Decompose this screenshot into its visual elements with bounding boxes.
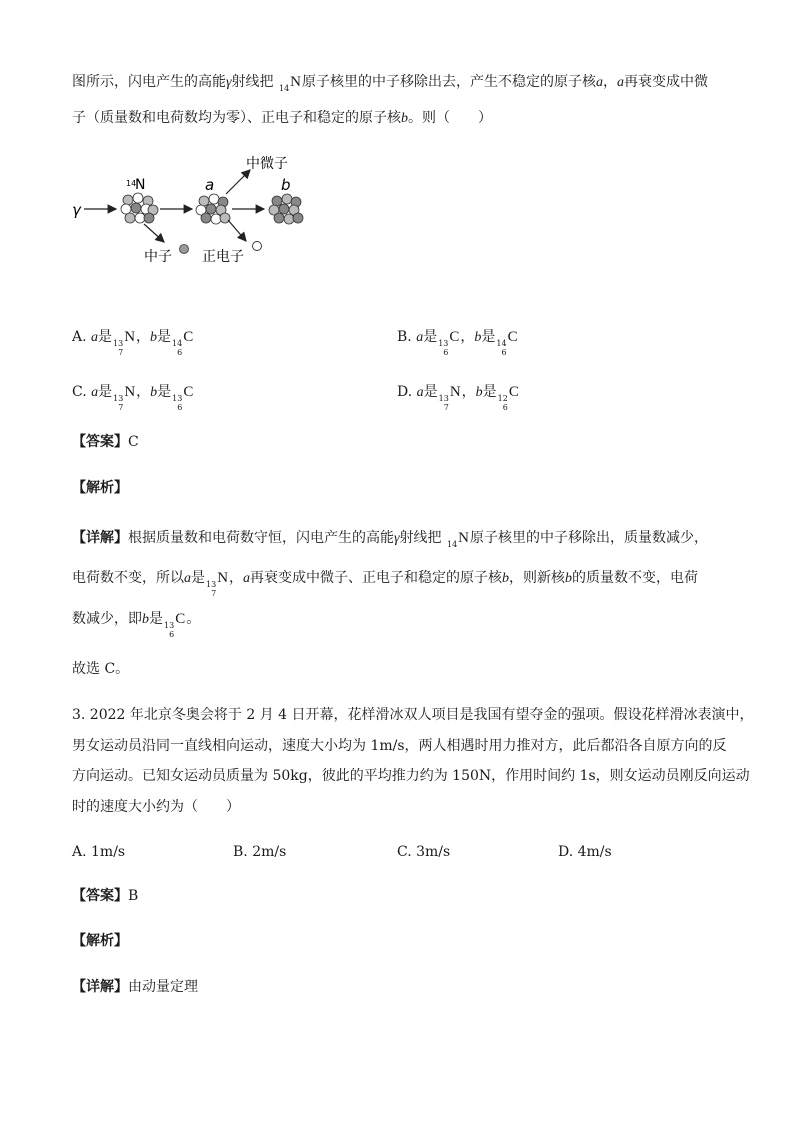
n14-nucleus xyxy=(121,193,158,223)
element-symbol: N xyxy=(217,570,229,586)
var-b: b xyxy=(474,330,482,345)
option-text: A. 1m/s xyxy=(72,844,126,860)
detail-text: 射线把 xyxy=(399,530,442,546)
punct: ， xyxy=(136,329,151,345)
q2-detail-line-1 xyxy=(72,528,708,558)
nuclide xyxy=(113,327,135,357)
option-letter: B. xyxy=(397,329,417,345)
nuclide xyxy=(496,327,517,357)
diagram-n-mass: 14 xyxy=(126,179,137,188)
q3-option-a[interactable] xyxy=(72,842,125,862)
q3-stem-line-4 xyxy=(72,797,240,817)
element-symbol: C xyxy=(175,611,186,627)
element-symbol: N xyxy=(124,329,136,345)
choose-text: 故选 C。 xyxy=(72,661,130,677)
punct: ， xyxy=(461,384,476,400)
q2-option-a[interactable] xyxy=(72,327,194,357)
q3-answer xyxy=(72,886,138,906)
text: 是 xyxy=(482,384,497,400)
option-text: B. 2m/s xyxy=(233,844,287,860)
answer-value: B xyxy=(128,888,139,904)
text: 是 xyxy=(423,384,438,400)
neutron-dot xyxy=(180,245,189,254)
text: 是 xyxy=(157,384,172,400)
diagram-neutrino-label: 中微子 xyxy=(246,156,288,172)
q2-stem-line-2 xyxy=(72,108,492,129)
gamma-symbol: γ xyxy=(226,75,232,90)
element-symbol: N xyxy=(449,384,461,400)
detail-text: 根据质量数和电荷数守恒，闪电产生的高能 xyxy=(128,530,394,546)
nuclide xyxy=(438,327,459,357)
option-letter: D. xyxy=(397,384,417,400)
nuclide xyxy=(164,609,185,639)
q2-option-b[interactable] xyxy=(397,327,519,357)
atomic-number: 7 xyxy=(118,348,124,357)
mass-number: 14 xyxy=(172,339,183,348)
q3-option-c[interactable] xyxy=(397,842,450,862)
detail-text: 。 xyxy=(186,611,201,627)
option-letter: A. xyxy=(72,329,92,345)
q2-analysis xyxy=(72,478,128,498)
var-b: b xyxy=(401,111,408,126)
text: 是 xyxy=(157,329,172,345)
atomic-number: 6 xyxy=(502,403,508,412)
var-a: a xyxy=(243,571,251,586)
element-symbol: C xyxy=(507,329,518,345)
element-symbol: C xyxy=(183,384,194,400)
q3-analysis xyxy=(72,931,128,951)
atomic-number: 6 xyxy=(177,348,183,357)
var-b: b xyxy=(565,571,573,586)
q3-stem-text: 3. 2022 年北京冬奥会将于 2 月 4 日开幕，花样滑冰双人项目是我国有望夺金的强项。假设花样滑冰表演中， xyxy=(72,707,754,723)
mass-number: 13 xyxy=(206,580,217,589)
punct: ， xyxy=(460,329,475,345)
nuclide-n14 xyxy=(279,72,301,102)
detail-text: 电荷数不变，所以 xyxy=(72,570,184,586)
q3-option-d[interactable] xyxy=(558,842,612,862)
atomic-number: 7 xyxy=(211,589,217,598)
atomic-number: 6 xyxy=(177,403,183,412)
q3-stem-line-1 xyxy=(72,705,754,725)
mass-number: 14 xyxy=(446,540,458,549)
mass-number: 12 xyxy=(497,394,508,403)
q2-detail-line-2 xyxy=(72,568,698,598)
q2-option-c[interactable] xyxy=(72,382,194,412)
nuclide xyxy=(439,382,461,412)
arrow-to-neutrino xyxy=(226,170,250,194)
text: 是 xyxy=(481,329,496,345)
q3-stem-text: 时的速度大小约为（ ） xyxy=(72,799,240,815)
text: 是 xyxy=(98,329,113,345)
nuclide xyxy=(113,382,135,412)
positron-dot xyxy=(253,242,262,251)
q3-option-b[interactable] xyxy=(233,842,286,862)
element-symbol: N xyxy=(290,74,302,90)
element-symbol: C xyxy=(183,329,194,345)
option-letter: C. xyxy=(72,384,92,400)
detail-text: 数减少，即 xyxy=(72,611,142,627)
q3-stem-text: 方向运动。已知女运动员质量为 50kg，彼此的平均推力约为 150N，作用时间约 1s，则女运动员刚反向运动 xyxy=(72,768,750,784)
mass-number: 13 xyxy=(438,339,449,348)
atomic-number: 6 xyxy=(169,630,175,639)
option-text: D. 4m/s xyxy=(558,844,612,860)
detail-text: 原子核里的中子移除出，质量数减少， xyxy=(470,530,709,546)
answer-value: C xyxy=(128,434,139,450)
text: 是 xyxy=(423,329,438,345)
diagram-positron-label: 正电子 xyxy=(202,249,244,265)
mass-number: 13 xyxy=(438,394,449,403)
diagram-a-label: a xyxy=(205,176,215,194)
var-a: a xyxy=(416,330,424,345)
diagram-gamma-label: γ xyxy=(72,201,81,219)
answer-label: 【答案】 xyxy=(72,434,128,450)
mass-number: 13 xyxy=(113,394,124,403)
a-nucleus xyxy=(196,194,230,224)
detail-text: ，则新核 xyxy=(509,570,566,586)
nuclide xyxy=(172,382,193,412)
option-text: C. 3m/s xyxy=(397,844,451,860)
atomic-number: 6 xyxy=(443,348,449,357)
q3-stem-line-2 xyxy=(72,736,727,756)
detail-text: 的质量数不变，电荷 xyxy=(572,570,699,586)
detail-label: 【详解】 xyxy=(72,979,128,995)
q2-choose xyxy=(72,659,129,679)
var-b: b xyxy=(475,385,483,400)
analysis-label: 【解析】 xyxy=(72,480,128,496)
answer-label: 【答案】 xyxy=(72,888,128,904)
var-a: a xyxy=(91,385,99,400)
q2-stem-text: 射线把 xyxy=(231,74,274,90)
mass-number: 14 xyxy=(496,339,507,348)
mass-number: 13 xyxy=(164,621,175,630)
nuclear-decay-diagram xyxy=(68,148,328,273)
text: 是 xyxy=(98,384,113,400)
punct: ， xyxy=(603,74,618,90)
nuclide xyxy=(206,568,228,598)
q2-detail-line-3 xyxy=(72,609,200,639)
arrow-to-neutron xyxy=(144,224,164,242)
q2-stem-text: 。则（ ） xyxy=(408,110,492,126)
gamma-symbol: γ xyxy=(394,531,400,546)
q2-stem-line-1 xyxy=(72,72,708,102)
analysis-label: 【解析】 xyxy=(72,933,128,949)
var-b: b xyxy=(150,330,158,345)
atomic-number: 6 xyxy=(501,348,507,357)
diagram-neutron-label: 中子 xyxy=(144,249,172,265)
var-a: a xyxy=(596,75,604,90)
punct: ， xyxy=(229,570,244,586)
var-b: b xyxy=(142,612,149,627)
q3-detail xyxy=(72,977,198,997)
q2-stem-text: 图所示，闪电产生的高能 xyxy=(72,74,226,90)
nuclide-n14 xyxy=(447,528,469,558)
element-symbol: N xyxy=(458,530,470,546)
var-b: b xyxy=(150,385,158,400)
q2-option-d[interactable] xyxy=(397,382,520,412)
diagram-n-symbol: N xyxy=(135,177,146,193)
var-a: a xyxy=(184,571,191,586)
var-a: a xyxy=(617,75,625,90)
detail-label: 【详解】 xyxy=(72,530,128,546)
mass-number: 13 xyxy=(172,394,183,403)
element-symbol: C xyxy=(449,329,460,345)
detail-text: 再衰变成中微子、正电子和稳定的原子核 xyxy=(250,570,503,586)
q3-stem-text: 男女运动员沿同一直线相向运动，速度大小均为 1m/s，两人相遇时用力推对方，此后都沿各自原方向的反 xyxy=(72,738,727,754)
nuclide xyxy=(172,327,193,357)
atomic-number: 7 xyxy=(443,403,449,412)
var-a: a xyxy=(91,330,99,345)
q2-stem-text: 原子核里的中子移除出去，产生不稳定的原子核 xyxy=(302,74,597,90)
arrow-to-positron xyxy=(228,220,246,241)
punct: ， xyxy=(136,384,151,400)
mass-number: 14 xyxy=(278,84,290,93)
var-b: b xyxy=(502,571,510,586)
mass-number: 13 xyxy=(113,339,124,348)
q2-stem-text: 子（质量数和电荷数均为零）、正电子和稳定的原子核 xyxy=(72,110,401,126)
detail-text: 由动量定理 xyxy=(128,979,198,995)
diagram-b-label: b xyxy=(281,176,291,194)
q2-answer xyxy=(72,432,139,452)
element-symbol: N xyxy=(124,384,136,400)
nuclide xyxy=(498,382,519,412)
detail-text: 是 xyxy=(191,570,205,586)
var-a: a xyxy=(416,385,424,400)
detail-text: 是 xyxy=(149,611,163,627)
q2-stem-text: 再衰变成中微 xyxy=(624,74,709,90)
b-nucleus xyxy=(269,194,303,224)
atomic-number: 7 xyxy=(118,403,124,412)
element-symbol: C xyxy=(508,384,519,400)
q3-stem-line-3 xyxy=(72,766,750,786)
